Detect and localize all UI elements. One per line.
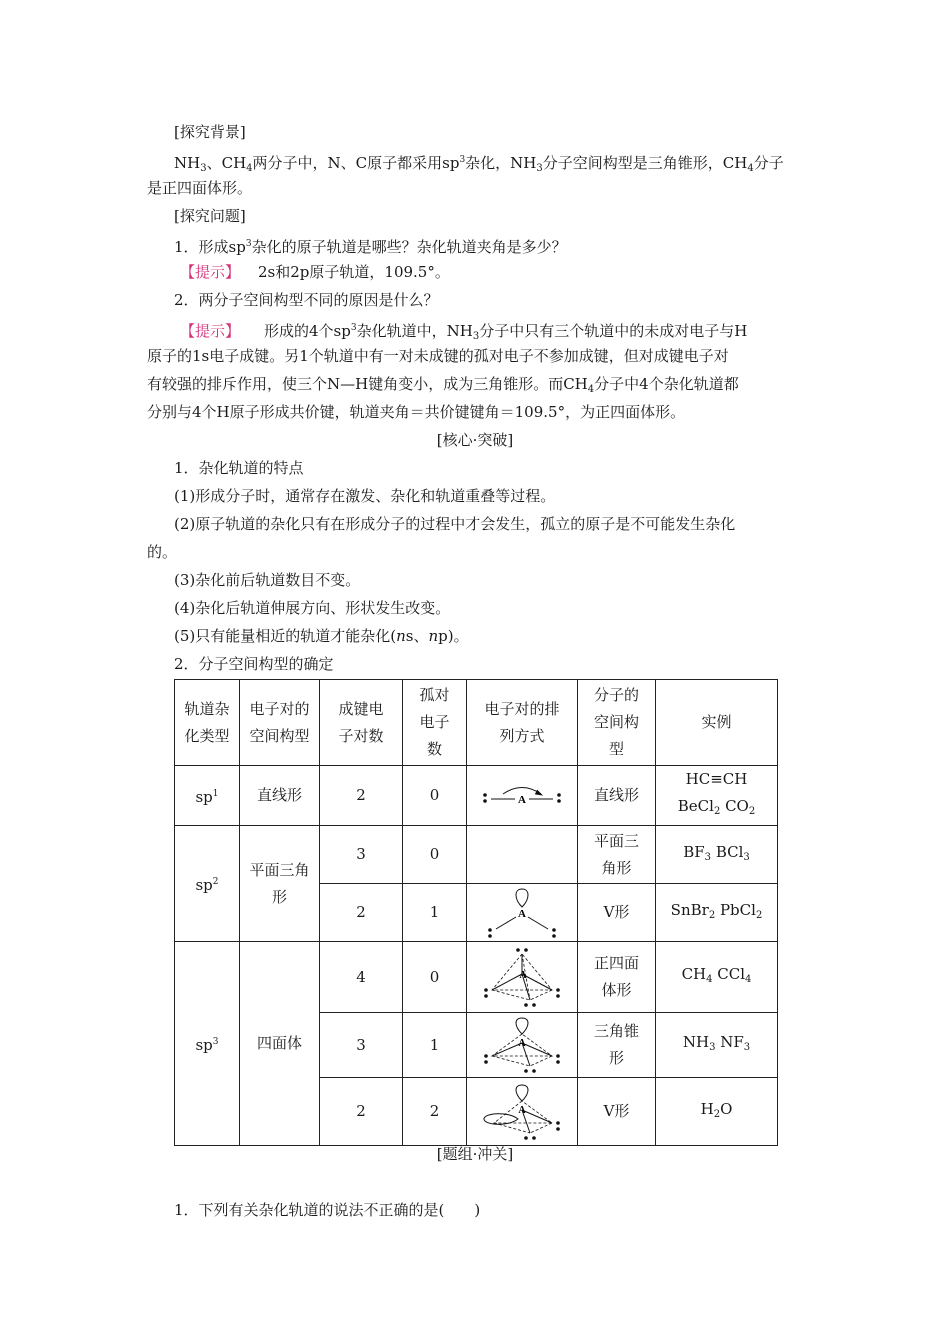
molecular-shape-cell: V形 xyxy=(578,1078,656,1146)
knowledge-point-5: (5)只有能量相近的轨道才能杂化(ns、np)。 xyxy=(174,627,469,645)
pair-geometry-cell: 直线形 xyxy=(240,766,320,826)
background-paragraph-line2: 是正四面体形。 xyxy=(147,179,253,197)
section-heading-background: [探究背景] xyxy=(174,123,246,141)
atom-label: A xyxy=(518,907,526,920)
hint-label: 【提示】 xyxy=(180,322,241,340)
example-cell: HC≡CH BeCl$_2$ $CO_2$ xyxy=(656,766,778,826)
question-2: 2．两分子空间构型不同的原因是什么？ xyxy=(174,291,439,309)
molecular-shape-cell: 直线形 xyxy=(578,766,656,826)
section-heading-questions: [探究问题] xyxy=(174,207,246,225)
atom-label: A xyxy=(519,970,527,981)
knowledge-point-1: (1)形成分子时，通常存在激发、杂化和轨道重叠等过程。 xyxy=(174,487,556,505)
header-arrangement: 电子对的排 列方式 xyxy=(467,680,578,766)
knowledge-point-4: (4)杂化后轨道伸展方向、形状发生改变。 xyxy=(174,599,451,617)
header-examples: 实例 xyxy=(656,680,778,766)
knowledge-title-2: 2．分子空间构型的确定 xyxy=(174,655,334,673)
lone-pair-cell: 0 xyxy=(403,826,467,884)
knowledge-point-3: (3)杂化前后轨道数目不变。 xyxy=(174,571,361,589)
atom-label: A xyxy=(518,1038,526,1049)
example-cell: $H_2O$ xyxy=(656,1078,778,1146)
answer-1: 【提示】 2s和2p原子轨道，109.5°。 xyxy=(180,263,450,281)
lone-pair-cell: 1 xyxy=(403,1013,467,1078)
table-row xyxy=(175,826,778,884)
atom-label: A xyxy=(518,1104,526,1116)
bond-pair-cell: 2 xyxy=(320,766,403,826)
arrangement-diagram-empty xyxy=(467,826,578,884)
pair-geometry-cell: 四面体 xyxy=(240,942,320,1146)
molecular-shape-cell: 正四面 体形 xyxy=(578,942,656,1013)
pair-geometry-cell: 平面三角 形 xyxy=(240,826,320,942)
hybridization-table xyxy=(174,679,778,1146)
table-row xyxy=(175,942,778,1013)
knowledge-title-1: 1．杂化轨道的特点 xyxy=(174,459,304,477)
section-heading-core: [核心·突破] xyxy=(436,431,514,449)
arrangement-diagram-tetrahedral xyxy=(467,942,578,1013)
table-row xyxy=(175,766,778,826)
section-heading-drill: [题组·冲关] xyxy=(436,1145,514,1163)
bond-pair-cell: 3 xyxy=(320,1013,403,1078)
example-cell: $BF_3$ BCl$_3$ xyxy=(656,826,778,884)
answer-2-line4: 分别与4个H原子形成共价键，轨道夹角＝共价键键角＝109.5°，为正四面体形。 xyxy=(147,403,686,421)
answer-2-line3: 有较强的排斥作用，使三个N—H键角变小，成为三角锥形。而$CH_4$分子中4个杂化轨道都 xyxy=(147,375,739,395)
molecular-shape-cell: V形 xyxy=(578,884,656,942)
arrangement-diagram-bent-sp3 xyxy=(467,1078,578,1146)
arrangement-diagram-linear xyxy=(467,766,578,826)
lone-pair-cell: 1 xyxy=(403,884,467,942)
question-1: 1．形成$sp^3$杂化的原子轨道是哪些？杂化轨道夹角是多少？ xyxy=(174,238,567,256)
arrangement-diagram-bent-sp2 xyxy=(467,884,578,942)
header-molecular-shape: 分子的 空间构 型 xyxy=(578,680,656,766)
hybrid-type-cell: $sp^1$ xyxy=(175,766,240,826)
hint-label: 【提示】 xyxy=(180,263,241,281)
bond-pair-cell: 2 xyxy=(320,884,403,942)
lone-pair-cell: 0 xyxy=(403,766,467,826)
table-header-row xyxy=(175,680,778,766)
molecular-shape-cell: 平面三 角形 xyxy=(578,826,656,884)
atom-label: A xyxy=(518,793,526,806)
answer-2-line1: 【提示】 形成的4个$sp^3$杂化轨道中，$NH_3$分子中只有三个轨道中的未成对电子与H xyxy=(180,322,748,342)
background-paragraph-line1: $NH_3$、$CH_4$两分子中，N、C原子都采用$sp^3$杂化，$NH_3$分子空间构型是三角锥形，$CH_4$分子 xyxy=(174,154,784,174)
lone-pair-cell: 2 xyxy=(403,1078,467,1146)
bond-pair-cell: 3 xyxy=(320,826,403,884)
header-hybrid-type: 轨道杂 化类型 xyxy=(175,680,240,766)
answer-2-line2: 原子的1s电子成键。另1个轨道中有一对未成键的孤对电子不参加成键，但对成键电子对 xyxy=(147,347,729,365)
bond-pair-cell: 4 xyxy=(320,942,403,1013)
hybrid-type-cell: $sp^3$ xyxy=(175,942,240,1146)
header-pair-geometry: 电子对的 空间构型 xyxy=(240,680,320,766)
header-bond-pairs: 成键电 子对数 xyxy=(320,680,403,766)
example-cell: $CH_4$ CCl$_4$ xyxy=(656,942,778,1013)
hybrid-type-cell: $sp^2$ xyxy=(175,826,240,942)
example-cell: SnBr$_2$ PbCl$_2$ xyxy=(656,884,778,942)
knowledge-point-2b: 的。 xyxy=(147,543,178,561)
lone-pair-cell: 0 xyxy=(403,942,467,1013)
bond-pair-cell: 2 xyxy=(320,1078,403,1146)
example-cell: $NH_3$ $NF_3$ xyxy=(656,1013,778,1078)
knowledge-point-2a: (2)原子轨道的杂化只有在形成分子的过程中才会发生，孤立的原子是不可能发生杂化 xyxy=(174,515,736,533)
molecular-shape-cell: 三角锥 形 xyxy=(578,1013,656,1078)
arrangement-diagram-trigonal-pyramidal xyxy=(467,1013,578,1078)
practice-question-1: 1．下列有关杂化轨道的说法不正确的是( ) xyxy=(174,1201,481,1219)
header-lone-pairs: 孤对 电子 数 xyxy=(403,680,467,766)
